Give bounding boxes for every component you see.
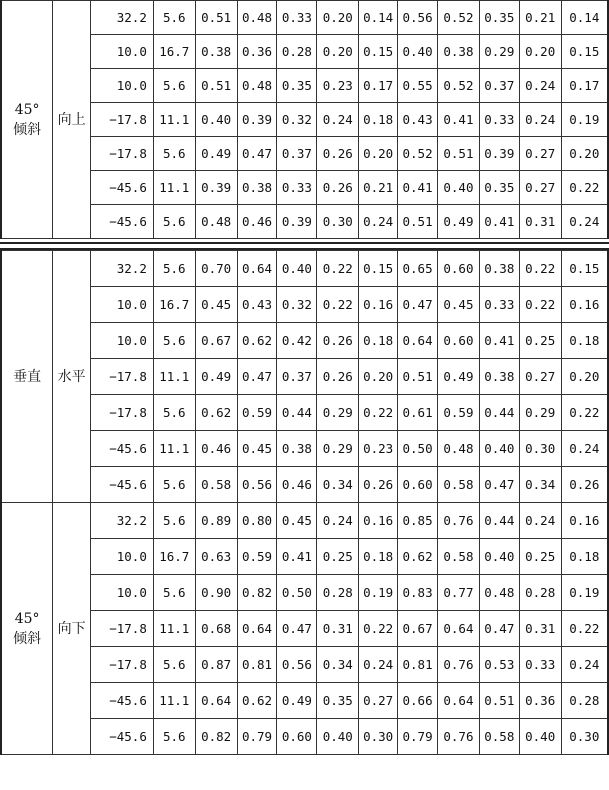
block-downward-rows bbox=[1, 503, 608, 755]
conductance-value-cell: 0.52 bbox=[398, 137, 438, 171]
conductance-value-cell: 0.34 bbox=[317, 467, 359, 503]
conductance-value-cell: 0.89 bbox=[195, 503, 237, 539]
conductance-value-cell: 0.22 bbox=[317, 287, 359, 323]
conductance-value-cell: 0.60 bbox=[398, 467, 438, 503]
conductance-value-cell: 0.52 bbox=[438, 69, 480, 103]
conductance-value-cell: 0.77 bbox=[438, 575, 480, 611]
conductance-value-cell: 0.49 bbox=[438, 359, 480, 395]
conductance-value-cell: 0.59 bbox=[438, 395, 480, 431]
table-row bbox=[1, 539, 608, 575]
conductance-value-cell: 0.62 bbox=[237, 323, 277, 359]
conductance-value-cell: 0.26 bbox=[359, 467, 398, 503]
conductance-value-cell: 0.21 bbox=[359, 171, 398, 205]
temperature-difference-cell: 5.6 bbox=[153, 69, 195, 103]
conductance-value-cell: 0.56 bbox=[398, 1, 438, 35]
conductance-value-cell: 0.76 bbox=[438, 647, 480, 683]
conductance-value-cell: 0.48 bbox=[237, 1, 277, 35]
conductance-value-cell: 0.62 bbox=[237, 683, 277, 719]
conductance-value-cell: 0.64 bbox=[398, 323, 438, 359]
conductance-value-cell: 0.24 bbox=[317, 503, 359, 539]
conductance-value-cell: 0.18 bbox=[359, 323, 398, 359]
conductance-value-cell: 0.33 bbox=[479, 287, 519, 323]
conductance-value-cell: 0.39 bbox=[195, 171, 237, 205]
conductance-value-cell: 0.26 bbox=[317, 323, 359, 359]
conductance-value-cell: 0.26 bbox=[317, 171, 359, 205]
table-row bbox=[1, 611, 608, 647]
conductance-value-cell: 0.27 bbox=[519, 171, 561, 205]
conductance-value-cell: 0.25 bbox=[317, 539, 359, 575]
temperature-difference-cell: 5.6 bbox=[153, 575, 195, 611]
conductance-value-cell: 0.24 bbox=[519, 69, 561, 103]
temperature-difference-cell: 16.7 bbox=[153, 539, 195, 575]
mean-temperature-cell: 10.0 bbox=[91, 69, 154, 103]
conductance-value-cell: 0.30 bbox=[317, 205, 359, 239]
conductance-value-cell: 0.45 bbox=[277, 503, 317, 539]
table-row bbox=[1, 359, 608, 395]
conductance-value-cell: 0.22 bbox=[519, 251, 561, 287]
conductance-value-cell: 0.19 bbox=[561, 575, 608, 611]
conductance-value-cell: 0.67 bbox=[398, 611, 438, 647]
conductance-value-cell: 0.20 bbox=[561, 137, 608, 171]
conductance-value-cell: 0.68 bbox=[195, 611, 237, 647]
conductance-value-cell: 0.22 bbox=[359, 611, 398, 647]
orientation-label-line: 倾斜 bbox=[13, 630, 42, 647]
conductance-value-cell: 0.56 bbox=[277, 647, 317, 683]
conductance-value-cell: 0.80 bbox=[237, 503, 277, 539]
mean-temperature-cell: 10.0 bbox=[91, 539, 154, 575]
conductance-value-cell: 0.49 bbox=[195, 137, 237, 171]
conductance-value-cell: 0.60 bbox=[277, 719, 317, 755]
heat-flow-direction-label: 向上 bbox=[53, 1, 91, 239]
conductance-value-cell: 0.23 bbox=[317, 69, 359, 103]
conductance-value-cell: 0.24 bbox=[359, 647, 398, 683]
conductance-value-cell: 0.41 bbox=[277, 539, 317, 575]
conductance-value-cell: 0.45 bbox=[438, 287, 480, 323]
conductance-value-cell: 0.47 bbox=[479, 611, 519, 647]
conductance-value-cell: 0.32 bbox=[277, 287, 317, 323]
conductance-value-cell: 0.83 bbox=[398, 575, 438, 611]
conductance-value-cell: 0.14 bbox=[359, 1, 398, 35]
conductance-value-cell: 0.35 bbox=[479, 171, 519, 205]
table-row bbox=[1, 1, 608, 35]
mean-temperature-cell: −17.8 bbox=[91, 103, 154, 137]
conductance-value-cell: 0.61 bbox=[398, 395, 438, 431]
conductance-value-cell: 0.37 bbox=[277, 137, 317, 171]
table-row bbox=[1, 503, 608, 539]
table-row bbox=[1, 647, 608, 683]
mean-temperature-cell: 10.0 bbox=[91, 323, 154, 359]
conductance-value-cell: 0.62 bbox=[398, 539, 438, 575]
conductance-value-cell: 0.49 bbox=[438, 205, 480, 239]
conductance-value-cell: 0.20 bbox=[359, 137, 398, 171]
conductance-value-cell: 0.33 bbox=[519, 647, 561, 683]
conductance-value-cell: 0.82 bbox=[237, 575, 277, 611]
conductance-value-cell: 0.39 bbox=[237, 103, 277, 137]
conductance-value-cell: 0.27 bbox=[519, 359, 561, 395]
conductance-value-cell: 0.40 bbox=[519, 719, 561, 755]
conductance-value-cell: 0.90 bbox=[195, 575, 237, 611]
conductance-value-cell: 0.59 bbox=[237, 539, 277, 575]
orientation-label-line: 45° bbox=[14, 101, 40, 118]
mean-temperature-cell: 32.2 bbox=[91, 251, 154, 287]
mean-temperature-cell: −45.6 bbox=[91, 205, 154, 239]
conductance-value-cell: 0.22 bbox=[561, 611, 608, 647]
conductance-value-cell: 0.45 bbox=[237, 431, 277, 467]
orientation-label bbox=[1, 251, 53, 503]
temperature-difference-cell: 5.6 bbox=[153, 719, 195, 755]
conductance-value-cell: 0.51 bbox=[398, 359, 438, 395]
mean-temperature-cell: −45.6 bbox=[91, 719, 154, 755]
table-row bbox=[1, 103, 608, 137]
conductance-value-cell: 0.18 bbox=[359, 539, 398, 575]
conductance-value-cell: 0.40 bbox=[317, 719, 359, 755]
conductance-value-cell: 0.25 bbox=[519, 323, 561, 359]
conductance-value-cell: 0.43 bbox=[398, 103, 438, 137]
conductance-value-cell: 0.24 bbox=[359, 205, 398, 239]
mean-temperature-cell: −17.8 bbox=[91, 611, 154, 647]
conductance-value-cell: 0.19 bbox=[359, 575, 398, 611]
mean-temperature-cell: −17.8 bbox=[91, 647, 154, 683]
conductance-value-cell: 0.81 bbox=[237, 647, 277, 683]
conductance-value-cell: 0.17 bbox=[561, 69, 608, 103]
conductance-value-cell: 0.45 bbox=[195, 287, 237, 323]
conductance-value-cell: 0.22 bbox=[519, 287, 561, 323]
conductance-value-cell: 0.31 bbox=[317, 611, 359, 647]
conductance-value-cell: 0.28 bbox=[317, 575, 359, 611]
orientation-label-line: 倾斜 bbox=[13, 121, 42, 138]
conductance-value-cell: 0.20 bbox=[317, 35, 359, 69]
temperature-difference-cell: 5.6 bbox=[153, 137, 195, 171]
conductance-value-cell: 0.35 bbox=[317, 683, 359, 719]
conductance-value-cell: 0.33 bbox=[277, 171, 317, 205]
mean-temperature-cell: −17.8 bbox=[91, 359, 154, 395]
conductance-value-cell: 0.29 bbox=[519, 395, 561, 431]
conductance-value-cell: 0.36 bbox=[519, 683, 561, 719]
temperature-difference-cell: 5.6 bbox=[153, 205, 195, 239]
table-row bbox=[1, 251, 608, 287]
conductance-value-cell: 0.20 bbox=[359, 359, 398, 395]
mean-temperature-cell: −45.6 bbox=[91, 467, 154, 503]
conductance-value-cell: 0.81 bbox=[398, 647, 438, 683]
conductance-value-cell: 0.59 bbox=[237, 395, 277, 431]
temperature-difference-cell: 16.7 bbox=[153, 35, 195, 69]
conductance-value-cell: 0.40 bbox=[479, 539, 519, 575]
conductance-value-cell: 0.58 bbox=[438, 467, 480, 503]
heat-flow-direction-label: 向下 bbox=[53, 503, 91, 755]
table-row bbox=[1, 35, 608, 69]
conductance-value-cell: 0.29 bbox=[317, 395, 359, 431]
conductance-value-cell: 0.18 bbox=[561, 539, 608, 575]
conductance-value-cell: 0.16 bbox=[561, 503, 608, 539]
conductance-value-cell: 0.34 bbox=[519, 467, 561, 503]
mean-temperature-cell: −17.8 bbox=[91, 395, 154, 431]
conductance-value-cell: 0.44 bbox=[479, 503, 519, 539]
conductance-value-cell: 0.30 bbox=[561, 719, 608, 755]
temperature-difference-cell: 5.6 bbox=[153, 647, 195, 683]
temperature-difference-cell: 11.1 bbox=[153, 171, 195, 205]
conductance-value-cell: 0.40 bbox=[195, 103, 237, 137]
conductance-value-cell: 0.60 bbox=[438, 323, 480, 359]
conductance-value-cell: 0.42 bbox=[277, 323, 317, 359]
temperature-difference-cell: 16.7 bbox=[153, 287, 195, 323]
table-row bbox=[1, 287, 608, 323]
conductance-value-cell: 0.28 bbox=[561, 683, 608, 719]
temperature-difference-cell: 5.6 bbox=[153, 467, 195, 503]
conductance-value-cell: 0.76 bbox=[438, 719, 480, 755]
conductance-value-cell: 0.29 bbox=[479, 35, 519, 69]
conductance-value-cell: 0.56 bbox=[237, 467, 277, 503]
conductance-value-cell: 0.15 bbox=[561, 251, 608, 287]
table-row bbox=[1, 205, 608, 239]
conductance-value-cell: 0.51 bbox=[479, 683, 519, 719]
orientation-label-line: 垂直 bbox=[13, 368, 42, 385]
conductance-value-cell: 0.33 bbox=[479, 103, 519, 137]
conductance-value-cell: 0.65 bbox=[398, 251, 438, 287]
conductance-value-cell: 0.46 bbox=[195, 431, 237, 467]
conductance-value-cell: 0.49 bbox=[195, 359, 237, 395]
conductance-value-cell: 0.47 bbox=[398, 287, 438, 323]
conductance-value-cell: 0.24 bbox=[561, 431, 608, 467]
conductance-value-cell: 0.44 bbox=[479, 395, 519, 431]
conductance-value-cell: 0.48 bbox=[195, 205, 237, 239]
table-row bbox=[1, 431, 608, 467]
conductance-value-cell: 0.51 bbox=[398, 205, 438, 239]
table-row bbox=[1, 719, 608, 755]
conductance-value-cell: 0.38 bbox=[195, 35, 237, 69]
conductance-value-cell: 0.58 bbox=[438, 539, 480, 575]
table-row bbox=[1, 575, 608, 611]
conductance-value-cell: 0.17 bbox=[359, 69, 398, 103]
conductance-value-cell: 0.15 bbox=[561, 35, 608, 69]
temperature-difference-cell: 11.1 bbox=[153, 359, 195, 395]
block-upward-rows bbox=[1, 1, 608, 239]
conductance-value-cell: 0.22 bbox=[561, 171, 608, 205]
conductance-value-cell: 0.79 bbox=[398, 719, 438, 755]
conductance-value-cell: 0.22 bbox=[317, 251, 359, 287]
conductance-value-cell: 0.50 bbox=[398, 431, 438, 467]
conductance-value-cell: 0.19 bbox=[561, 103, 608, 137]
conductance-value-cell: 0.60 bbox=[438, 251, 480, 287]
table-row bbox=[1, 395, 608, 431]
temperature-difference-cell: 5.6 bbox=[153, 395, 195, 431]
conductance-value-cell: 0.27 bbox=[359, 683, 398, 719]
conductance-value-cell: 0.31 bbox=[519, 611, 561, 647]
conductance-value-cell: 0.40 bbox=[277, 251, 317, 287]
conductance-value-cell: 0.26 bbox=[317, 137, 359, 171]
conductance-value-cell: 0.41 bbox=[479, 323, 519, 359]
conductance-value-cell: 0.41 bbox=[398, 171, 438, 205]
conductance-value-cell: 0.47 bbox=[479, 467, 519, 503]
conductance-value-cell: 0.35 bbox=[277, 69, 317, 103]
conductance-value-cell: 0.64 bbox=[237, 611, 277, 647]
table-row bbox=[1, 137, 608, 171]
mean-temperature-cell: −17.8 bbox=[91, 137, 154, 171]
temperature-difference-cell: 5.6 bbox=[153, 503, 195, 539]
conductance-value-cell: 0.30 bbox=[359, 719, 398, 755]
conductance-value-cell: 0.40 bbox=[398, 35, 438, 69]
conductance-value-cell: 0.38 bbox=[479, 251, 519, 287]
mean-temperature-cell: 32.2 bbox=[91, 503, 154, 539]
orientation-label-line: 45° bbox=[14, 610, 40, 627]
conductance-value-cell: 0.14 bbox=[561, 1, 608, 35]
conductance-value-cell: 0.39 bbox=[277, 205, 317, 239]
conductance-value-cell: 0.16 bbox=[561, 287, 608, 323]
conductance-value-cell: 0.52 bbox=[438, 1, 480, 35]
conductance-value-cell: 0.37 bbox=[277, 359, 317, 395]
table-row bbox=[1, 69, 608, 103]
conductance-value-cell: 0.64 bbox=[237, 251, 277, 287]
conductance-value-cell: 0.58 bbox=[195, 467, 237, 503]
temperature-difference-cell: 11.1 bbox=[153, 683, 195, 719]
conductance-value-cell: 0.24 bbox=[519, 103, 561, 137]
temperature-difference-cell: 11.1 bbox=[153, 103, 195, 137]
conductance-value-cell: 0.36 bbox=[237, 35, 277, 69]
conductance-value-cell: 0.64 bbox=[438, 611, 480, 647]
table-block-lower bbox=[0, 250, 609, 755]
conductance-value-cell: 0.41 bbox=[479, 205, 519, 239]
conductance-value-cell: 0.18 bbox=[359, 103, 398, 137]
conductance-value-cell: 0.43 bbox=[237, 287, 277, 323]
conductance-value-cell: 0.44 bbox=[277, 395, 317, 431]
table-row bbox=[1, 683, 608, 719]
conductance-value-cell: 0.28 bbox=[277, 35, 317, 69]
conductance-value-cell: 0.64 bbox=[438, 683, 480, 719]
conductance-value-cell: 0.25 bbox=[519, 539, 561, 575]
conductance-value-cell: 0.64 bbox=[195, 683, 237, 719]
conductance-value-cell: 0.67 bbox=[195, 323, 237, 359]
conductance-value-cell: 0.24 bbox=[519, 503, 561, 539]
conductance-value-cell: 0.15 bbox=[359, 251, 398, 287]
conductance-value-cell: 0.26 bbox=[317, 359, 359, 395]
conductance-value-cell: 0.22 bbox=[561, 395, 608, 431]
conductance-value-cell: 0.38 bbox=[237, 171, 277, 205]
conductance-value-cell: 0.87 bbox=[195, 647, 237, 683]
temperature-difference-cell: 5.6 bbox=[153, 1, 195, 35]
conductance-value-cell: 0.47 bbox=[237, 137, 277, 171]
conductance-value-cell: 0.53 bbox=[479, 647, 519, 683]
conductance-value-cell: 0.40 bbox=[438, 171, 480, 205]
conductance-value-cell: 0.34 bbox=[317, 647, 359, 683]
conductance-value-cell: 0.48 bbox=[479, 575, 519, 611]
mean-temperature-cell: −45.6 bbox=[91, 171, 154, 205]
temperature-difference-cell: 5.6 bbox=[153, 323, 195, 359]
conductance-value-cell: 0.20 bbox=[519, 35, 561, 69]
conductance-value-cell: 0.28 bbox=[519, 575, 561, 611]
conductance-value-cell: 0.76 bbox=[438, 503, 480, 539]
conductance-value-cell: 0.85 bbox=[398, 503, 438, 539]
conductance-value-cell: 0.20 bbox=[317, 1, 359, 35]
conductance-value-cell: 0.24 bbox=[561, 205, 608, 239]
conductance-value-cell: 0.39 bbox=[479, 137, 519, 171]
conductance-value-cell: 0.48 bbox=[237, 69, 277, 103]
conductance-value-cell: 0.47 bbox=[277, 611, 317, 647]
conductance-value-cell: 0.66 bbox=[398, 683, 438, 719]
conductance-value-cell: 0.47 bbox=[237, 359, 277, 395]
conductance-value-cell: 0.33 bbox=[277, 1, 317, 35]
conductance-value-cell: 0.22 bbox=[359, 395, 398, 431]
temperature-difference-cell: 11.1 bbox=[153, 431, 195, 467]
conductance-value-cell: 0.27 bbox=[519, 137, 561, 171]
conductance-value-cell: 0.37 bbox=[479, 69, 519, 103]
conductance-value-cell: 0.49 bbox=[277, 683, 317, 719]
conductance-value-cell: 0.46 bbox=[277, 467, 317, 503]
conductance-value-cell: 0.24 bbox=[561, 647, 608, 683]
conductance-value-cell: 0.30 bbox=[519, 431, 561, 467]
conductance-value-cell: 0.20 bbox=[561, 359, 608, 395]
conductance-value-cell: 0.55 bbox=[398, 69, 438, 103]
conductance-value-cell: 0.38 bbox=[479, 359, 519, 395]
section-divider bbox=[0, 242, 609, 250]
table-row bbox=[1, 171, 608, 205]
conductance-value-cell: 0.58 bbox=[479, 719, 519, 755]
conductance-value-cell: 0.41 bbox=[438, 103, 480, 137]
conductance-value-cell: 0.48 bbox=[438, 431, 480, 467]
temperature-difference-cell: 11.1 bbox=[153, 611, 195, 647]
conductance-value-cell: 0.51 bbox=[195, 69, 237, 103]
conductance-value-cell: 0.23 bbox=[359, 431, 398, 467]
conductance-value-cell: 0.35 bbox=[479, 1, 519, 35]
conductance-value-cell: 0.51 bbox=[195, 1, 237, 35]
conductance-value-cell: 0.70 bbox=[195, 251, 237, 287]
heat-flow-direction-label: 水平 bbox=[53, 251, 91, 503]
conductance-value-cell: 0.82 bbox=[195, 719, 237, 755]
conductance-value-cell: 0.51 bbox=[438, 137, 480, 171]
mean-temperature-cell: 32.2 bbox=[91, 1, 154, 35]
orientation-label bbox=[1, 503, 53, 755]
conductance-value-cell: 0.50 bbox=[277, 575, 317, 611]
conductance-value-cell: 0.46 bbox=[237, 205, 277, 239]
block-horizontal-rows bbox=[1, 251, 608, 503]
conductance-value-cell: 0.21 bbox=[519, 1, 561, 35]
temperature-difference-cell: 5.6 bbox=[153, 251, 195, 287]
conductance-value-cell: 0.29 bbox=[317, 431, 359, 467]
conductance-value-cell: 0.62 bbox=[195, 395, 237, 431]
mean-temperature-cell: 10.0 bbox=[91, 575, 154, 611]
mean-temperature-cell: 10.0 bbox=[91, 287, 154, 323]
table-row bbox=[1, 467, 608, 503]
conductance-value-cell: 0.38 bbox=[277, 431, 317, 467]
conductance-value-cell: 0.40 bbox=[479, 431, 519, 467]
mean-temperature-cell: −45.6 bbox=[91, 683, 154, 719]
conductance-value-cell: 0.16 bbox=[359, 287, 398, 323]
conductance-value-cell: 0.26 bbox=[561, 467, 608, 503]
conductance-value-cell: 0.79 bbox=[237, 719, 277, 755]
conductance-value-cell: 0.24 bbox=[317, 103, 359, 137]
table-block-upper bbox=[0, 0, 609, 239]
conductance-value-cell: 0.32 bbox=[277, 103, 317, 137]
conductance-value-cell: 0.31 bbox=[519, 205, 561, 239]
orientation-label bbox=[1, 1, 53, 239]
conductance-value-cell: 0.15 bbox=[359, 35, 398, 69]
table-row bbox=[1, 323, 608, 359]
conductance-value-cell: 0.38 bbox=[438, 35, 480, 69]
mean-temperature-cell: −45.6 bbox=[91, 431, 154, 467]
conductance-value-cell: 0.63 bbox=[195, 539, 237, 575]
mean-temperature-cell: 10.0 bbox=[91, 35, 154, 69]
conductance-value-cell: 0.16 bbox=[359, 503, 398, 539]
conductance-value-cell: 0.18 bbox=[561, 323, 608, 359]
